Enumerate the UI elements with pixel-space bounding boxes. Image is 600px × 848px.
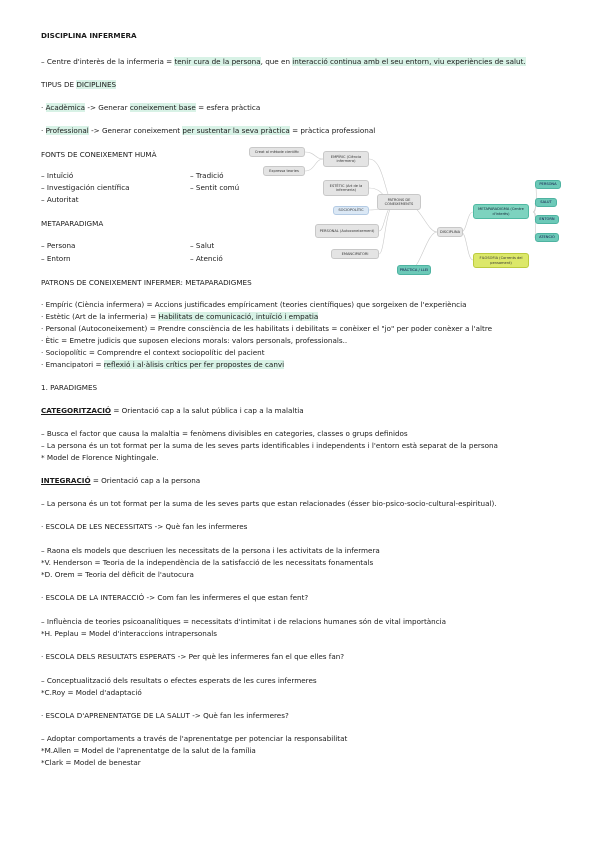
patrons-item: · Empíric (Ciència infermera) = Accions justificades empíricament (teories científiques) que sorgeixen de l'experiència xyxy=(41,300,467,309)
professional-highlight: per sustentar la seva pràctica xyxy=(182,126,290,135)
patrons-heading: PATRONS DE CONEIXEMENT INFERMER: METAPARADIGMES xyxy=(41,278,252,287)
fonts-item: – Intuïció xyxy=(41,171,74,180)
tipus-professional xyxy=(41,126,375,135)
professional-text: -> Generar coneixement xyxy=(88,126,183,135)
fonts-item: – Autoritat xyxy=(41,195,79,204)
mm-node-practica: PRÀCTICA / LLEI xyxy=(397,265,431,275)
metaparadigma-item: – Persona xyxy=(41,241,76,250)
mm-node-sociopolitic: SOCIOPOLÍTIC xyxy=(333,206,369,215)
mm-node-persona: PERSONA xyxy=(535,180,561,189)
academica-bullet: · xyxy=(41,103,46,112)
patrons-item: · Personal (Autoconeixement) = Prendre consciència de les habilitats i debilitats = conèixer el "jo" per poder conèxer a l'altre xyxy=(41,324,493,333)
escola-line: *Clark = Model de benestar xyxy=(41,758,141,767)
integracio-label: INTEGRACIÓ xyxy=(41,476,91,485)
escola-heading: · ESCOLA DELS RESULTATS ESPERATS -> Per què les infermeres fan el que elles fan? xyxy=(41,652,345,661)
tipus-academica xyxy=(41,103,260,112)
page-title: DISCIPLINA INFERMERA xyxy=(41,31,137,40)
fonts-heading: FONTS DE CONEIXEMENT HUMÀ xyxy=(41,150,157,159)
academica-text: -> Generar xyxy=(85,103,130,112)
tipus-heading-a: TIPUS DE xyxy=(41,80,77,89)
tipus-heading-b: DICIPLINES xyxy=(76,80,117,89)
escola-line: *H. Peplau = Model d'interaccions intrapersonals xyxy=(41,629,218,638)
intro-highlight: tenir cura de la persona xyxy=(174,57,261,66)
integracio-heading xyxy=(41,476,200,485)
patrons-item xyxy=(41,312,318,321)
mm-node-emancipatori: EMANCIPATORI xyxy=(331,249,379,259)
escola-line: – Raona els models que descriuen les necessitats de la persona i les activitats de la infermera xyxy=(41,546,380,555)
tipus-heading xyxy=(41,80,116,89)
escola-heading: · ESCOLA DE LES NECESSITATS -> Què fan les infermeres xyxy=(41,522,248,531)
escola-line: *D. Orem = Teoria del dèficit de l'autocura xyxy=(41,570,194,579)
paradigmes-heading: 1. PARADIGMES xyxy=(41,383,98,392)
categoritzacio-line: – Busca el factor que causa la malaltia = fenòmens divisibles en categories, classes o grups definidos xyxy=(41,429,408,438)
metaparadigma-item: – Entorn xyxy=(41,254,71,263)
mm-node-creat: Creat al mètode científic xyxy=(249,147,305,157)
mind-map-diagram xyxy=(245,142,565,280)
mm-node-patrons: PATRONS DE CONEIXEMENTS xyxy=(377,194,421,210)
mm-node-disciplina: DISCIPLINA xyxy=(437,227,463,237)
intro-suffix: , que en xyxy=(260,57,293,66)
professional-label: Professional xyxy=(45,126,89,135)
patrons-item xyxy=(41,360,284,369)
escola-line: – Influència de teories psicoanalítiques = necessitats d'intimitat i de relacions humanes són de vital importància xyxy=(41,617,447,626)
patrons-item-text: · Emancipatori = xyxy=(41,360,104,369)
escola-line: *V. Henderson = Teoria de la independència de la satisfacció de les necessitats fonamentals xyxy=(41,558,374,567)
escola-heading: · ESCOLA DE LA INTERACCIÓ -> Com fan les infermeres el que estan fent? xyxy=(41,593,309,602)
intro-highlight-2: interacció continua amb el seu entorn, viu experiències de salut. xyxy=(292,57,526,66)
integracio-line: – La persona és un tot format per la suma de les seves parts que estan relacionades (ésser bio-psico-socio-cultural-espiritual). xyxy=(41,499,497,508)
intro-line xyxy=(41,57,526,66)
patrons-item-highlight: reflexió i al·àlisis crítics per fer propostes de canvi xyxy=(103,360,285,369)
mm-node-entorn: ENTORN xyxy=(535,215,559,224)
intro-prefix: – Centre d'interès de la infermeria = xyxy=(41,57,175,66)
mm-node-expressa: Expressa teories xyxy=(263,166,305,176)
mm-node-estetic: ESTÈTIC (Art de la infermeria) xyxy=(323,180,369,196)
fonts-item: – Tradició xyxy=(190,171,224,180)
academica-suffix: = esfera pràctica xyxy=(195,103,261,112)
escola-line: *M.Allen = Model de l'aprenentatge de la salut de la família xyxy=(41,746,256,755)
escola-line: – Adoptar comportaments a través de l'aprenentatge per potenciar la responsabilitat xyxy=(41,734,348,743)
patrons-item: · Sociopolític = Comprendre el context sociopolític del pacient xyxy=(41,348,265,357)
escola-line: – Conceptualització dels resultats o efectes esperats de les cures infermeres xyxy=(41,676,317,685)
mm-node-metaparadigma: METAPARADIGMA (Centre d'interès) xyxy=(473,204,529,219)
professional-suffix: = pràctica professional xyxy=(289,126,376,135)
metaparadigma-item: – Salut xyxy=(190,241,215,250)
escola-line: *C.Roy = Model d'adaptació xyxy=(41,688,142,697)
integracio-suffix: = Orientació cap a la persona xyxy=(90,476,201,485)
professional-bullet: · xyxy=(41,126,46,135)
patrons-item-highlight: Habilitats de comunicació, intuïció i empatia xyxy=(158,312,319,321)
fonts-item: – Investigación científica xyxy=(41,183,130,192)
patrons-item-text: · Estètic (Art de la infermeria) = xyxy=(41,312,159,321)
academica-highlight: coneixement base xyxy=(129,103,196,112)
metaparadigma-heading: METAPARADIGMA xyxy=(41,219,104,228)
metaparadigma-item: – Atenció xyxy=(190,254,223,263)
mm-node-personal: PERSONAL (Autoconeixement) xyxy=(315,224,379,238)
categoritzacio-heading xyxy=(41,406,304,415)
categoritzacio-suffix: = Orientació cap a la salut pública i cap a la malaltia xyxy=(111,406,304,415)
mm-node-filosofia: FILOSOFIA (Corrents del pensament) xyxy=(473,253,529,268)
mm-node-atencio: ATENCIÓ xyxy=(535,233,559,242)
mm-node-salut: SALUT xyxy=(535,198,557,207)
escola-heading: · ESCOLA D'APRENENTATGE DE LA SALUT -> Què fan les infermeres? xyxy=(41,711,289,720)
academica-label: Acadèmica xyxy=(45,103,86,112)
categoritzacio-line: * Model de Florence Nightingale. xyxy=(41,453,159,462)
categoritzacio-label: CATEGORITZACIÓ xyxy=(41,406,112,415)
mm-node-empiric: EMPÍRIC (Ciència infermera) xyxy=(323,151,369,167)
patrons-item: · Ètic = Emetre judicis que suposen elecions morals: valors personals, professionals.. xyxy=(41,336,348,345)
fonts-item: – Sentit comú xyxy=(190,183,240,192)
categoritzacio-line: – La persona és un tot format per la suma de les seves parts identificables i independents i l'entorn està separat de la persona xyxy=(41,441,498,450)
